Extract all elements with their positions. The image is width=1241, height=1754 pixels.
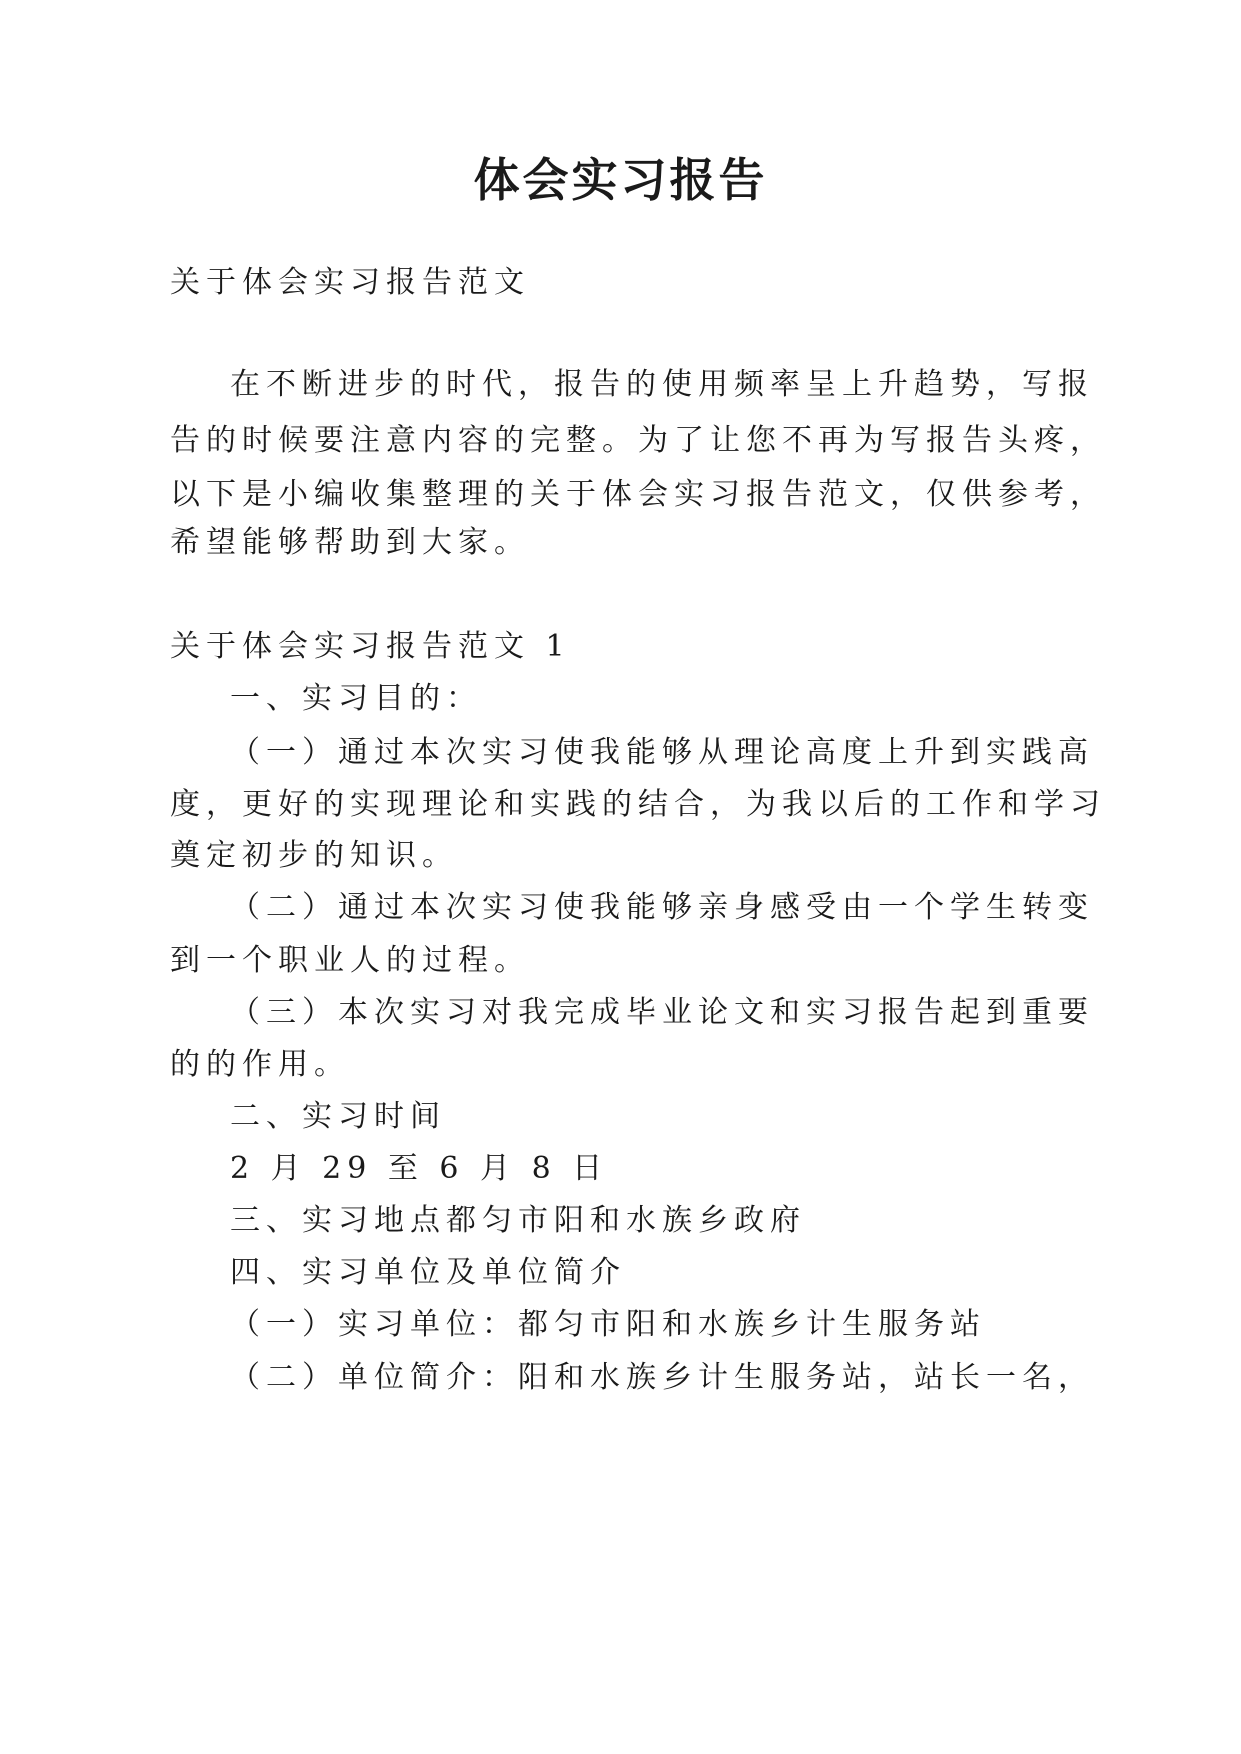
body-line: 的的作用。 <box>170 1047 350 1082</box>
document-subtitle: 关于体会实习报告范文 <box>170 265 530 300</box>
body-line: 三、实习地点都匀市阳和水族乡政府 <box>230 1203 806 1238</box>
body-line: 2 月 29 至 6 月 8 日 <box>230 1151 609 1186</box>
body-line: 二、实习时间 <box>230 1099 446 1134</box>
body-line: 四、实习单位及单位简介 <box>230 1255 626 1290</box>
body-line: （一）通过本次实习使我能够从理论高度上升到实践高 <box>230 735 1094 770</box>
intro-line: 希望能够帮助到大家。 <box>170 525 530 560</box>
body-line: （一）实习单位：都匀市阳和水族乡计生服务站 <box>230 1307 986 1342</box>
body-line: （二）通过本次实习使我能够亲身感受由一个学生转变 <box>230 890 1094 925</box>
document-title: 体会实习报告 <box>473 153 768 207</box>
intro-line: 在不断进步的时代，报告的使用频率呈上升趋势，写报 <box>230 367 1094 402</box>
section-heading: 关于体会实习报告范文 1 <box>170 629 571 664</box>
intro-line: 告的时候要注意内容的完整。为了让您不再为写报告头疼， <box>170 423 1106 458</box>
body-line: 奠定初步的知识。 <box>170 838 458 873</box>
body-line: 度，更好的实现理论和实践的结合，为我以后的工作和学习 <box>170 787 1106 822</box>
body-line: 一、实习目的： <box>230 681 482 716</box>
body-line: （三）本次实习对我完成毕业论文和实习报告起到重要 <box>230 995 1094 1030</box>
body-line: 到一个职业人的过程。 <box>170 943 530 978</box>
intro-line: 以下是小编收集整理的关于体会实习报告范文，仅供参考， <box>170 477 1106 512</box>
body-line: （二）单位简介：阳和水族乡计生服务站，站长一名， <box>230 1360 1094 1395</box>
